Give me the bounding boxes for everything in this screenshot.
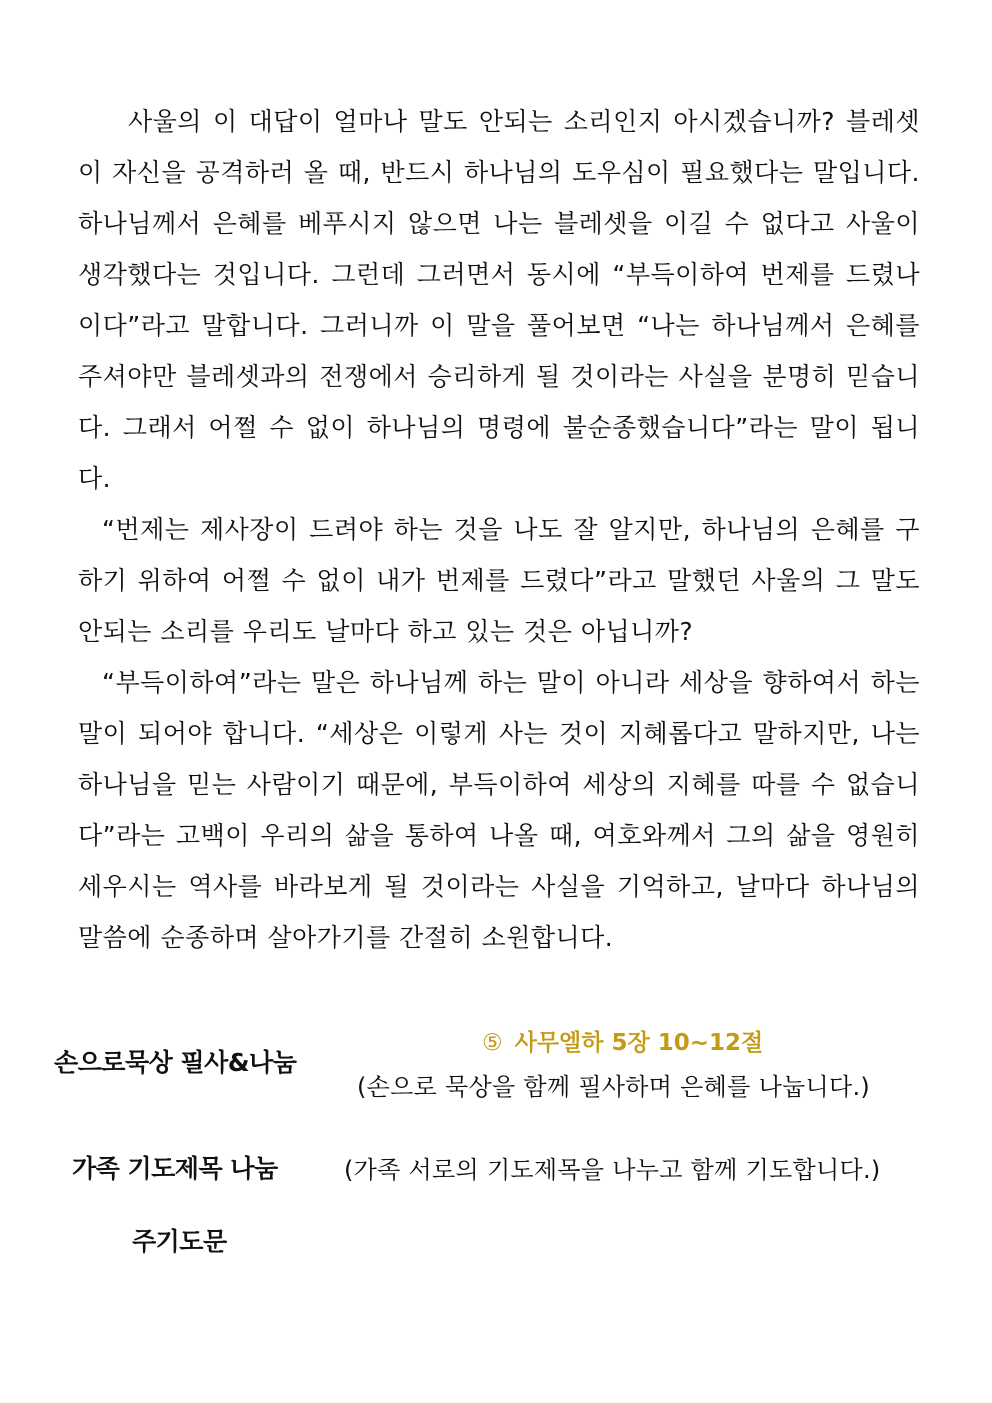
prayer-description: (가족 서로의 기도제목을 나누고 함께 기도합니다.) xyxy=(344,1156,881,1184)
passage-reference xyxy=(482,1024,763,1057)
lords-prayer-label: 주기도문 xyxy=(132,1227,227,1256)
paragraph-2: “번제는 제사장이 드려야 하는 것을 나도 잘 알지만, 하나님의 은혜를 구하기 위하여 어쩔 수 없이 내가 번제를 드렸다”라고 말했던 사울의 그 말도 안되는 소리를 우리도 날마다 하고 있는 것은 아닙니까? xyxy=(78,515,920,646)
sermon-body xyxy=(78,96,920,963)
passage-text: 사무엘하 5장 10~12절 xyxy=(514,1030,764,1056)
paragraph-3: “부득이하여”라는 말은 하나님께 하는 말이 아니라 세상을 향하여서 하는 말이 되어야 합니다. “세상은 이렇게 사는 것이 지혜롭다고 말하지만, 나는 하나님을 믿는 사람이기 때문에, 부득이하여 세상의 지혜를 따를 수 없습니다”라는 고백이 우리의 삶을 통하여 나올 때, 여호와께서 그의 삶을 영원히 세우시는 역사를 바라보게 될 것이라는 사실을 기억하고, 날마다 하나님의 말씀에 순종하며 살아가기를 간절히 소원합니다. xyxy=(78,668,920,952)
passage-number: ⑤ xyxy=(482,1030,503,1056)
meditation-label: 손으로묵상 필사&나눔 xyxy=(54,1048,297,1077)
prayer-label: 가족 기도제목 나눔 xyxy=(72,1154,278,1183)
paragraph-1: 사울의 이 대답이 얼마나 말도 안되는 소리인지 아시겠습니까? 블레셋이 자신을 공격하러 올 때, 반드시 하나님의 도우심이 필요했다는 말입니다. 하나님께서 은혜를 베푸시지 않으면 나는 블레셋을 이길 수 없다고 사울이 생각했다는 것입니다. 그런데 그러면서 동시에 “부득이하여 번제를 드렸나이다”라고 말합니다. 그러니까 이 말을 풀어보면 “나는 하나님께서 은혜를 주셔야만 블레셋과의 전쟁에서 승리하게 될 것이라는 사실을 분명히 믿습니다. 그래서 어쩔 수 없이 하나님의 명령에 불순종했습니다”라는 말이 됩니다. xyxy=(78,107,920,493)
meditation-description: (손으로 묵상을 함께 필사하며 은혜를 나눕니다.) xyxy=(357,1073,871,1101)
